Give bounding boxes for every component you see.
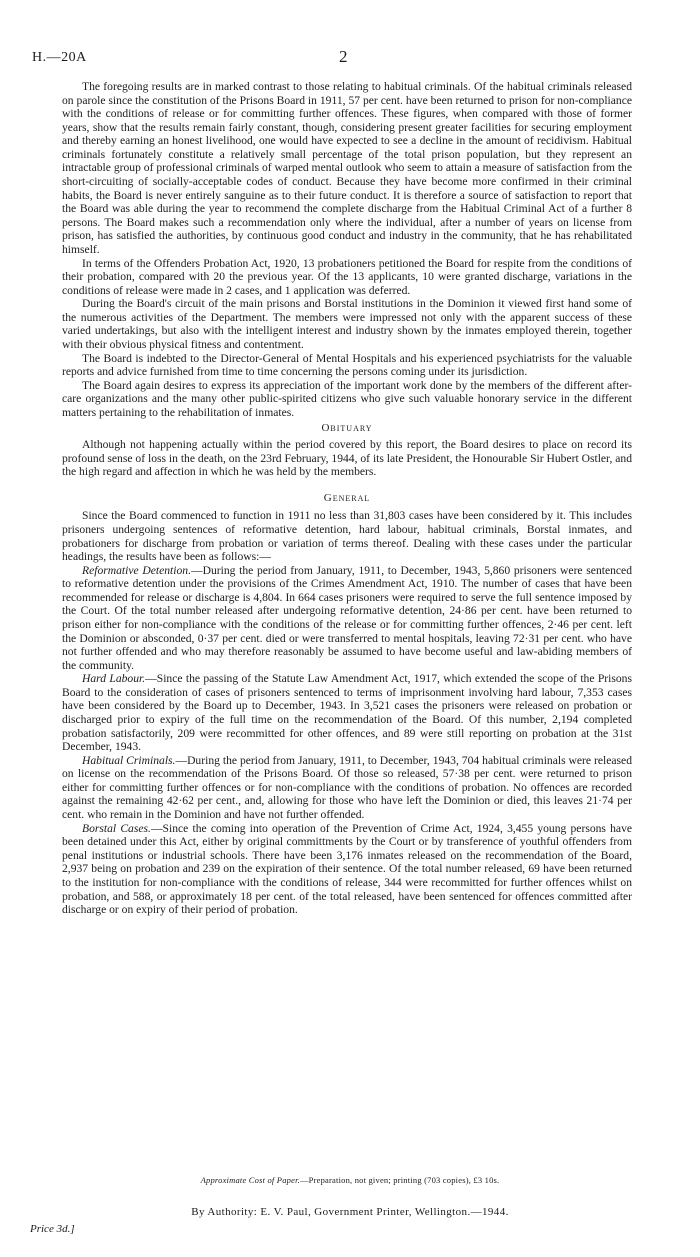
cost-label: Approximate Cost of Paper. — [200, 1175, 300, 1185]
subheading-hard-labour: Hard Labour. — [82, 672, 146, 686]
section-reformative-detention — [62, 564, 632, 673]
paragraph-board-circuit: During the Board's circuit of the main prisons and Borstal institutions in the Dominion it viewed first hand some of the numerous activities of the Department. The members were impressed not only with the apparent success of these varied undertakings, but also with the intelligent interest and industry shown by the inmates employed therein, together with their obvious physical fitness and contentment. — [62, 297, 632, 351]
general-heading: General — [323, 491, 371, 504]
paragraph-after-care: The Board again desires to express its appreciation of the important work done by the members of the different after-care organizations and the many other public-spirited citizens who give such valuable honorary service in the different matters pertaining to the rehabilitation of inmates. — [62, 378, 632, 419]
paragraph-probation-act: In terms of the Offenders Probation Act, 1920, 13 probationers petitioned the Board for respite from the conditions of their probation, compared with 20 the previous year. Of the 13 applicants, 10 were granted discharge, variations in the conditions of release were made in 2 cases, and 1 application was deferred. — [62, 256, 632, 297]
page-number: 2 — [339, 47, 348, 66]
cost-of-paper-note — [0, 1175, 700, 1185]
subheading-habitual-criminals: Habitual Criminals. — [82, 753, 176, 767]
text-borstal-cases: —Since the coming into operation of the Prevention of Crime Act, 1924, 3,455 young persons have been detained under this Act, either by original committments by the Court or by transference of youthful offenders from penal institutions or industrial schools. There have been 3,176 inmates released on the recommendation of the Board, 2,937 being on probation and 239 on the expiration of their sentence. Of the total number released, 69 have been returned to the institution for non-compliance with the conditions of release, 344 were recommitted for further offences whilst on probation, and 588, or approximately 18 per cent. of the total released, have been sentenced for offences committed after discharge or on expiry of their period of probation. — [62, 821, 633, 917]
report-body — [62, 80, 632, 917]
section-borstal-cases — [62, 822, 632, 917]
text-habitual-criminals: —During the period from January, 1911, to December, 1943, 704 habitual criminals were released on license on the recommendation of the Prisons Board. Of those so released, 57·38 per cent. were returned to prison either for committing further offences or for non-compliance with the conditions of probation. No offences are recorded against the remaining 42·62 per cent., and, allowing for those who have left the Dominion or died, this leaves 21·74 per cent. who remain in the Dominion and have not further offended. — [62, 753, 632, 822]
report-reference: H.—20A — [32, 50, 87, 65]
paragraph-mental-hospitals: The Board is indebted to the Director-General of Mental Hospitals and his experienced psychiatrists for the valuable reports and advice furnished from time to time concerning the persons coming under its jurisdiction. — [62, 351, 632, 379]
price-note: Price 3d.] — [30, 1223, 75, 1235]
section-hard-labour — [62, 672, 632, 753]
section-habitual-criminals — [62, 754, 632, 822]
subheading-borstal-cases: Borstal Cases. — [82, 821, 151, 835]
paragraph-general: Since the Board commenced to function in 1911 no less than 31,803 cases have been considered by it. This includes prisoners undergoing sentences of reformative detention, hard labour, habitual criminals, Borstal inmates, and probationers for discharge from probation or variation of terms thereof. Dealing with these cases under the particular headings, the results have been as follows:— — [62, 509, 632, 564]
printer-authority: By Authority: E. V. Paul, Government Printer, Wellington.—1944. — [191, 1206, 509, 1218]
paragraph-obituary: Although not happening actually within the period covered by this report, the Board desires to place on record its profound sense of loss in the death, on the 23rd February, 1944, of its late President, the Honourable Sir Hubert Ostler, and the high regard and affection in which he was held by the members. — [62, 438, 632, 479]
subheading-reformative-detention: Reformative Detention. — [82, 563, 191, 577]
text-hard-labour: —Since the passing of the Statute Law Amendment Act, 1917, which extended the scope of the Prisons Board to the consideration of cases of prisoners sentenced to terms of imprisonment involving hard labour, 7,353 cases have been considered by the Board up to December, 1943. In 3,521 cases the prisoners were released on probation or discharged prior to expiry of the full time on the recommendation of the Board. Of this number, 2,194 completed probation satisfactorily, 209 were recommitted for other offences, and 89 were still reporting on probation at the 31st December, 1943. — [62, 672, 632, 754]
obituary-heading: Obituary — [321, 422, 373, 435]
cost-text: —Preparation, not given; printing (703 copies), £3 10s. — [299, 1175, 500, 1185]
text-reformative-detention: —During the period from January, 1911, to December, 1943, 5,860 prisoners were sentenced to reformative detention under the provisions of the Crimes Amendment Act, 1910. The number of cases that have been recommended for release or discharge is 4,804. In 664 cases prisoners were required to serve the full sentence imposed by the Court. Of the total number released after undergoing reformative detention, 24·86 per cent. have been returned to prison either for non-compliance with the conditions of the release or for committing further offences, 2·46 per cent. left the Dominion or absconded, 0·37 per cent. died or were transferred to mental hospitals, leaving 72·31 per cent. who have not further offended and who may therefore reasonably be assumed to have become useful and law-abiding members of the community. — [62, 563, 632, 672]
paragraph-habitual-results: The foregoing results are in marked contrast to those relating to habitual criminals. Of the habitual criminals released on parole since the constitution of the Prisons Board in 1911, 57 per cent. have been returned to prison for non-compliance with the conditions of release or for committing further offences. These figures, when compared with those of former years, show that the results remain fairly constant, though, considering present greater facilities for securing employment and thereby earning an honest livelihood, one would have expected to see a decline in the amount of recidivism. Habitual criminals fortunately constitute a relatively small percentage of the total prison population, but they represent an intractable group of professional criminals of warped mental outlook who seem to attain a measure of satisfaction from the short-circuiting of socially-acceptable codes of conduct. Because they have become more confirmed in their criminal habits, the Board is never entirely sanguine as to their future conduct. It is therefore a source of satisfaction to report that the Board was able during the year to recommend the complete discharge from the Habitual Criminal Act of a further 8 persons. The Board makes such a recommendation only where the individual, after a number of years on license from prison, has satisfied the authorities, by continuous good conduct and industry in the community, that he has rehabilitated himself. — [62, 80, 632, 256]
